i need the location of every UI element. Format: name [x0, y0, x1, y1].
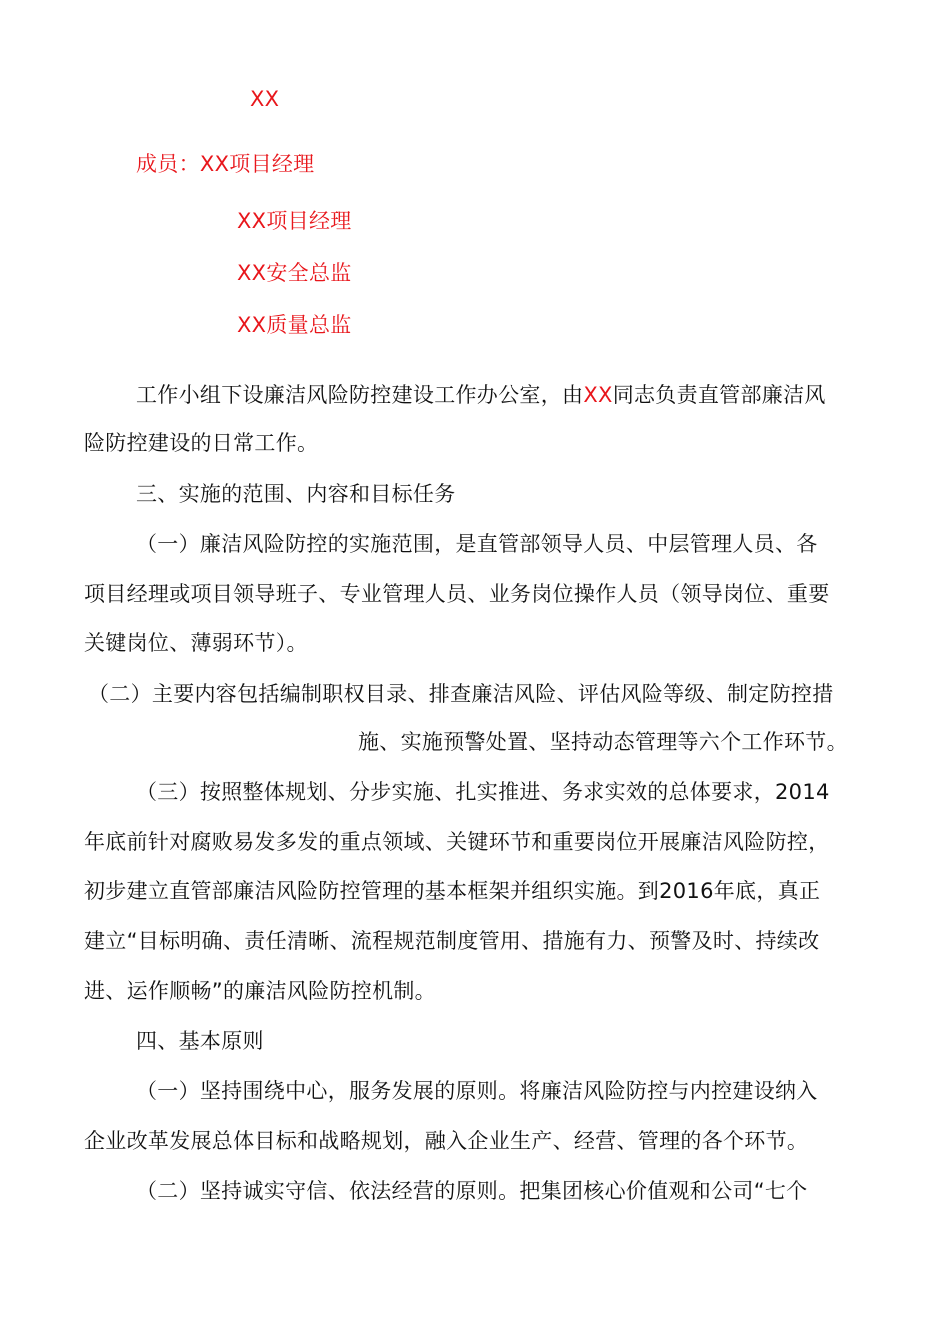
member-title: 质量总监: [266, 313, 352, 337]
member-name: XX: [199, 152, 230, 176]
member-title: 项目经理: [266, 209, 352, 233]
office-text-after: 同志负责直管部廉洁风: [612, 383, 826, 407]
section-3-item-2-line-1: （二）主要内容包括编制职权目录、排查廉洁风险、评估风险等级、制定防控措: [88, 682, 834, 706]
member-name: XX: [237, 209, 267, 233]
office-text-before: 工作小组下设廉洁风险防控建设工作办公室，由: [136, 383, 584, 407]
member-label: 成员：: [136, 152, 200, 176]
member-row-1: [136, 149, 314, 179]
team-leader-name: XX: [250, 87, 280, 111]
section-3-item-1-line-1: （一）廉洁风险防控的实施范围，是直管部领导人员、中层管理人员、各: [136, 532, 818, 556]
office-person-name: XX: [583, 383, 613, 407]
section-3-item-3-line-2: 年底前针对腐败易发多发的重点领域、关键环节和重要岗位开展廉洁风险防控，: [84, 830, 830, 854]
section-3-item-2-line-2: 施、实施预警处置、坚持动态管理等六个工作环节。: [358, 730, 848, 754]
section-3-heading: 三、实施的范围、内容和目标任务: [136, 482, 456, 506]
office-paragraph-line-1: [136, 380, 826, 410]
section-3-item-1-line-3: 关键岗位、薄弱环节）。: [84, 631, 308, 655]
office-paragraph-line-2: 险防控建设的日常工作。: [84, 431, 319, 455]
section-3-item-3-line-3: 初步建立直管部廉洁风险防控管理的基本框架并组织实施。到2016年底，真正: [84, 879, 821, 903]
member-name: XX: [237, 313, 267, 337]
section-3-item-3-line-4: 建立“目标明确、责任清晰、流程规范制度管用、措施有力、预警及时、持续改: [84, 929, 820, 953]
member-title: 项目经理: [229, 152, 315, 176]
member-title: 安全总监: [266, 261, 352, 285]
section-3-item-3-line-5: 进、运作顺畅”的廉洁风险防控机制。: [84, 979, 436, 1003]
member-name: XX: [237, 261, 267, 285]
section-3-item-3-line-1: （三）按照整体规划、分步实施、扎实推进、务求实效的总体要求，2014: [136, 780, 830, 804]
member-row-4: [237, 310, 352, 340]
member-row-3: [237, 258, 352, 288]
section-4-item-1-line-2: 企业改革发展总体目标和战略规划，融入企业生产、经营、管理的各个环节。: [84, 1129, 809, 1153]
member-row-2: [237, 206, 352, 236]
section-4-item-1-line-1: （一）坚持围绕中心，服务发展的原则。将廉洁风险防控与内控建设纳入: [136, 1079, 818, 1103]
section-4-item-2-line-1: （二）坚持诚实守信、依法经营的原则。把集团核心价值观和公司“七个: [136, 1179, 808, 1203]
section-3-item-1-line-2: 项目经理或项目领导班子、专业管理人员、业务岗位操作人员（领导岗位、重要: [84, 582, 830, 606]
section-4-heading: 四、基本原则: [136, 1029, 264, 1053]
